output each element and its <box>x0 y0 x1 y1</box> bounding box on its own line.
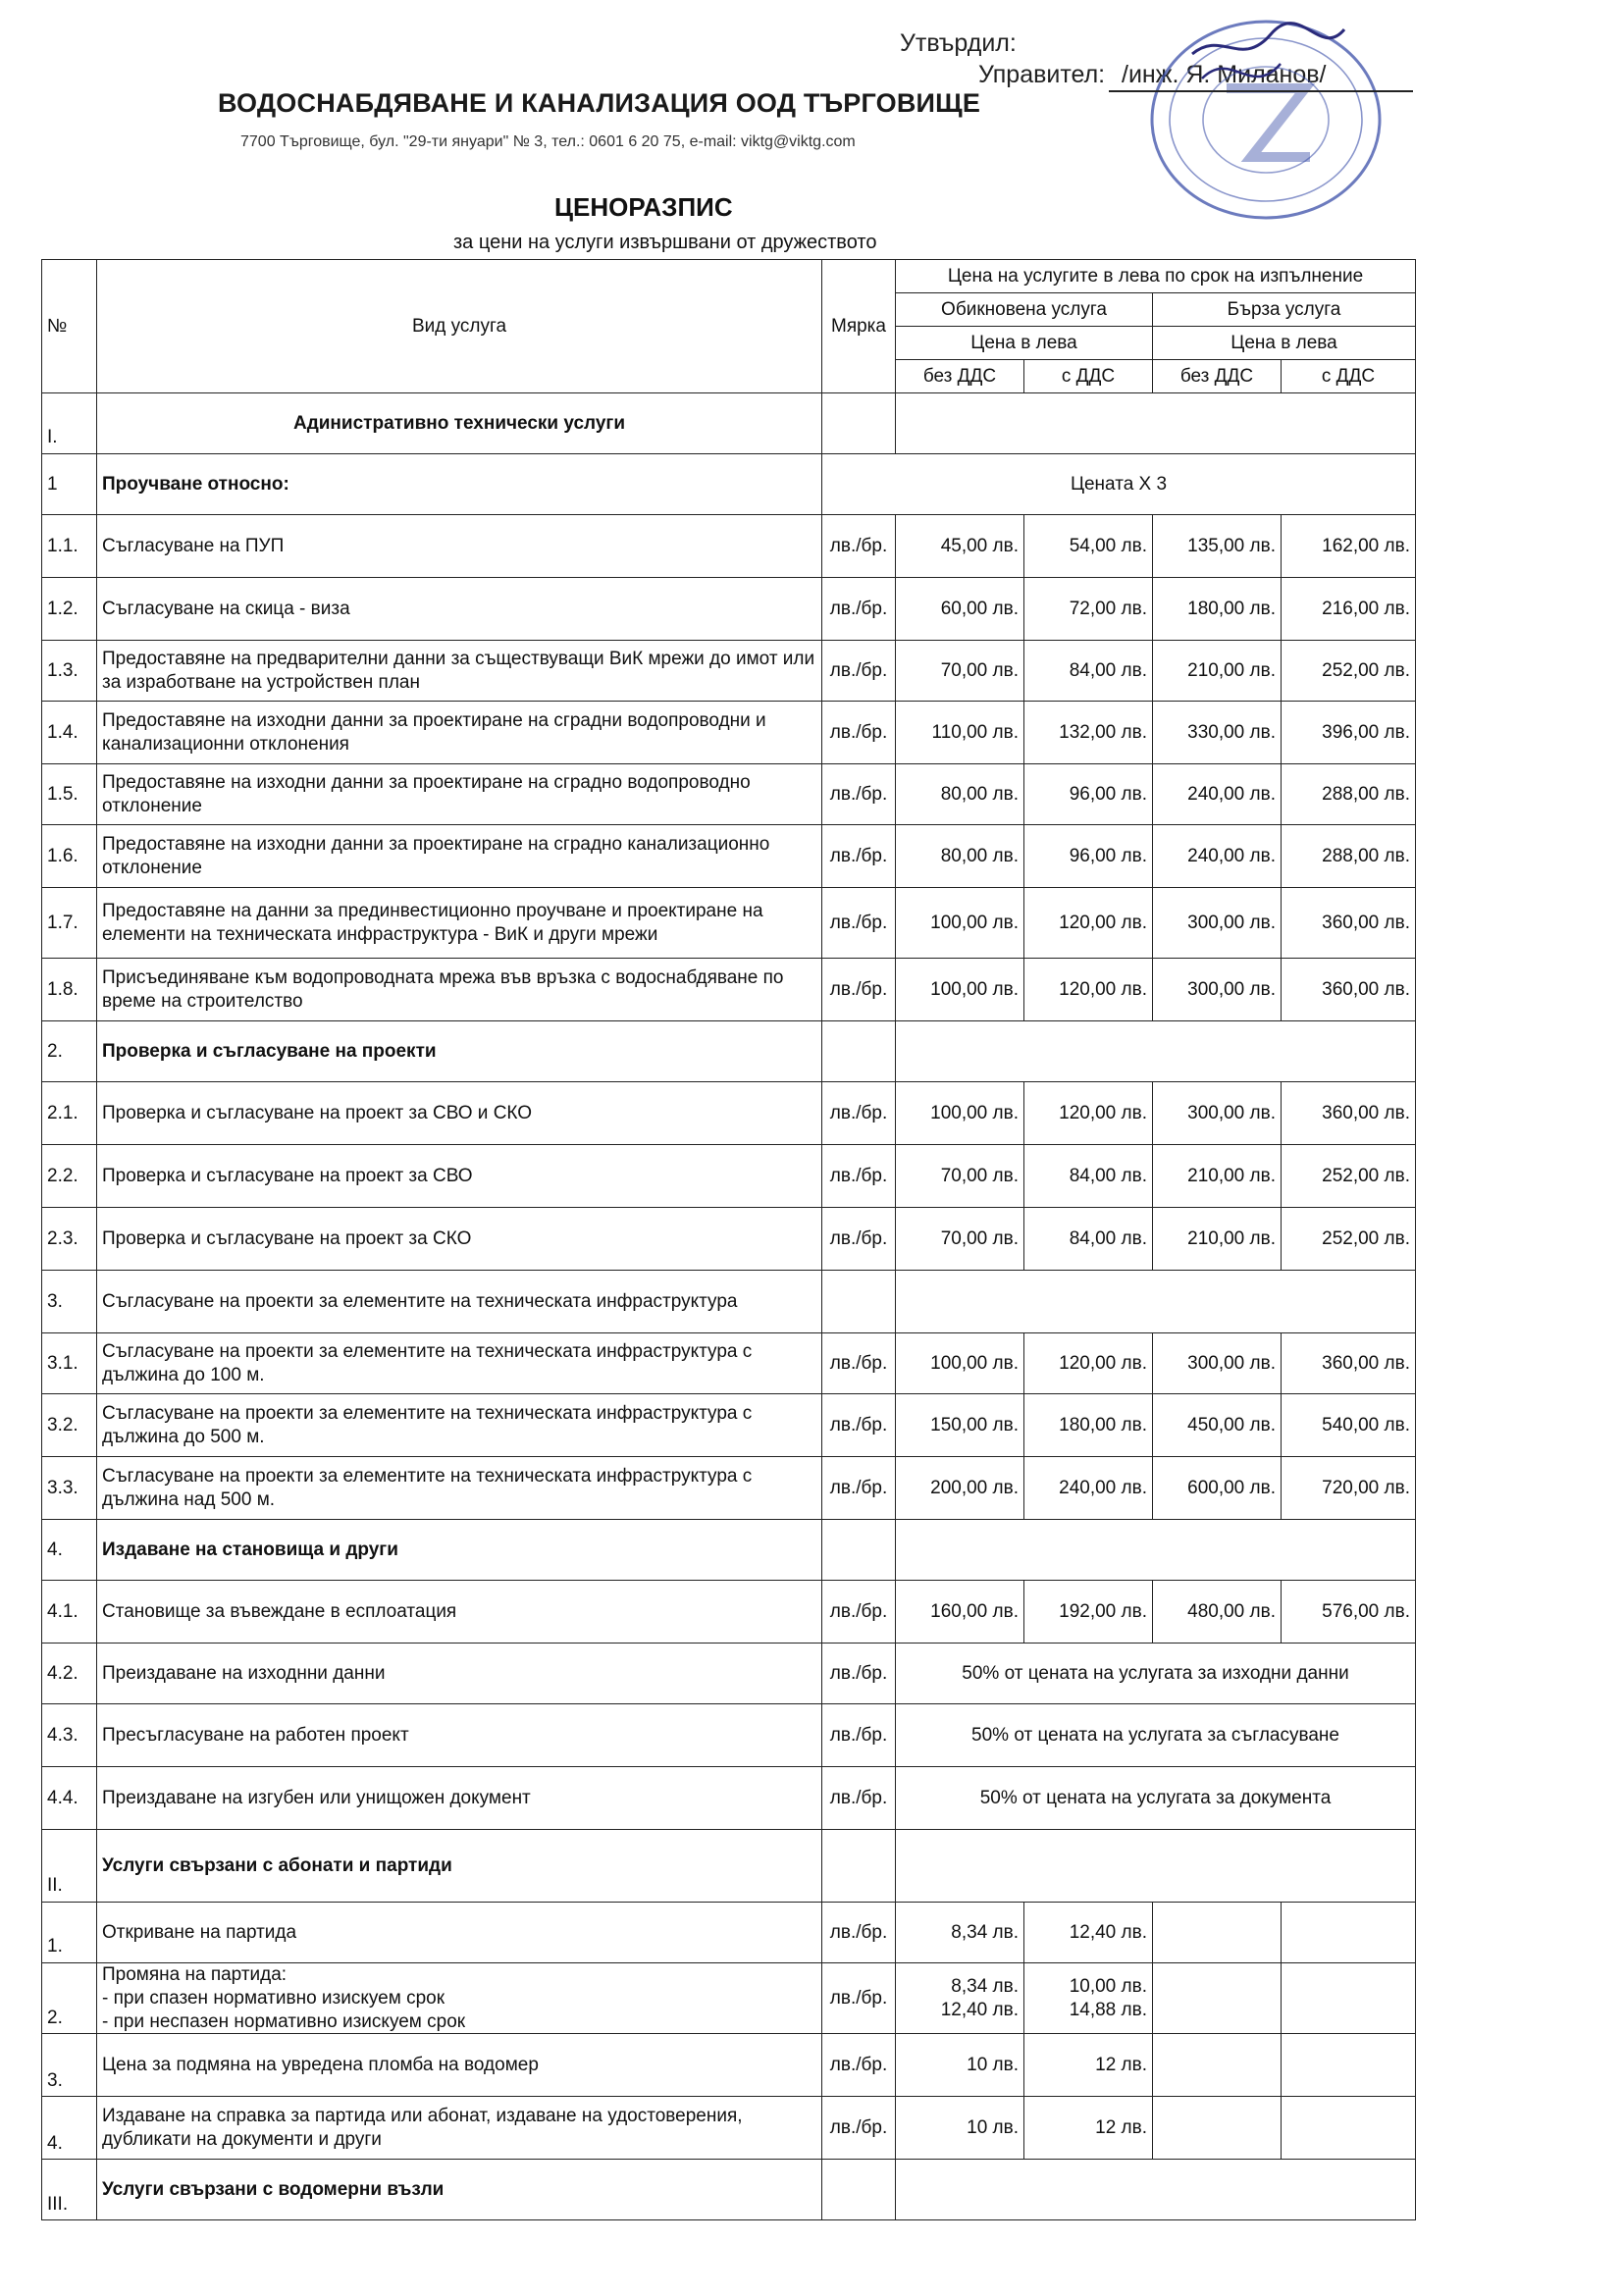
price-normal-no-vat: 70,00 лв. <box>896 1208 1024 1271</box>
company-seal-icon <box>1133 10 1388 226</box>
price-fast-with-vat: 360,00 лв. <box>1282 1333 1416 1394</box>
price-normal-no-vat: 110,00 лв. <box>896 702 1024 764</box>
document-subtitle: за цени на услуги извършвани от дружеството <box>453 232 877 253</box>
service-name: Съгласуване на ПУП <box>97 515 822 578</box>
price-normal-no-vat: 200,00 лв. <box>896 1457 1024 1520</box>
price-normal-with-vat: 54,00 лв. <box>1024 515 1153 578</box>
col-header-service: Вид услуга <box>97 260 822 393</box>
unit-cell-empty <box>822 1830 896 1903</box>
row-number: 4.1. <box>42 1581 97 1644</box>
price-normal-no-vat: 160,00 лв. <box>896 1581 1024 1644</box>
service-name: Съгласуване на проекти за елементите на техническата инфраструктура с дължина над 500 м. <box>97 1457 822 1520</box>
table-row <box>42 1082 1416 1145</box>
col-header-normal-lev: Цена в лева <box>896 327 1153 360</box>
price-normal-no-vat: 8,34 лв. 12,40 лв. <box>896 1963 1024 2034</box>
price-fast-with-vat: 540,00 лв. <box>1282 1394 1416 1457</box>
unit-cell: лв./бр. <box>822 1903 896 1963</box>
table-row <box>42 1394 1416 1457</box>
unit-cell-empty <box>822 2160 896 2220</box>
unit-cell: лв./бр. <box>822 1082 896 1145</box>
unit-cell: лв./бр. <box>822 578 896 641</box>
price-normal-with-vat: 96,00 лв. <box>1024 764 1153 825</box>
table-row <box>42 1767 1416 1830</box>
row-number: 1 <box>42 454 97 515</box>
price-fast-no-vat <box>1153 1903 1282 1963</box>
manager-label: Управител: <box>978 61 1106 88</box>
price-normal-no-vat: 100,00 лв. <box>896 1082 1024 1145</box>
row-number: 3.2. <box>42 1394 97 1457</box>
price-fast-no-vat: 300,00 лв. <box>1153 888 1282 959</box>
col-header-fast: Бърза услуга <box>1153 293 1416 327</box>
row-number: 1.5. <box>42 764 97 825</box>
price-fast-no-vat: 450,00 лв. <box>1153 1394 1282 1457</box>
price-normal-no-vat: 100,00 лв. <box>896 959 1024 1021</box>
unit-cell-empty <box>822 1520 896 1581</box>
row-number: 2.1. <box>42 1082 97 1145</box>
row-number: 1.2. <box>42 578 97 641</box>
unit-cell: лв./бр. <box>822 1457 896 1520</box>
unit-cell: лв./бр. <box>822 1394 896 1457</box>
approved-label: Утвърдил: <box>900 29 1017 57</box>
service-name: Присъединяване към водопроводната мрежа във връзка с водоснабдяване по време на строителство <box>97 959 822 1021</box>
price-normal-no-vat: 70,00 лв. <box>896 1145 1024 1208</box>
unit-cell-empty <box>822 393 896 454</box>
price-normal-with-vat: 120,00 лв. <box>1024 1082 1153 1145</box>
signature-line <box>1109 90 1413 92</box>
col-header-fast-no-vat: без ДДС <box>1153 360 1282 393</box>
table-row <box>42 1021 1416 1082</box>
col-header-normal-no-vat: без ДДС <box>896 360 1024 393</box>
unit-cell: лв./бр. <box>822 1963 896 2034</box>
unit-cell: лв./бр. <box>822 1145 896 1208</box>
price-fast-no-vat: 240,00 лв. <box>1153 825 1282 888</box>
row-number: I. <box>42 393 97 454</box>
price-normal-with-vat: 10,00 лв. 14,88 лв. <box>1024 1963 1153 2034</box>
price-fast-no-vat: 300,00 лв. <box>1153 1082 1282 1145</box>
section-title: Издаване на становища и други <box>97 1520 822 1581</box>
price-normal-no-vat: 70,00 лв. <box>896 641 1024 702</box>
col-header-normal: Обикновена услуга <box>896 293 1153 327</box>
unit-cell: лв./бр. <box>822 1704 896 1767</box>
price-normal-with-vat: 120,00 лв. <box>1024 1333 1153 1394</box>
table-row <box>42 1520 1416 1581</box>
table-row <box>42 1145 1416 1208</box>
price-fast-with-vat: 360,00 лв. <box>1282 1082 1416 1145</box>
price-fast-no-vat: 300,00 лв. <box>1153 1333 1282 1394</box>
price-fast-with-vat: 162,00 лв. <box>1282 515 1416 578</box>
price-fast-with-vat <box>1282 1903 1416 1963</box>
row-number: III. <box>42 2160 97 2220</box>
row-number: 3.3. <box>42 1457 97 1520</box>
price-fast-no-vat: 135,00 лв. <box>1153 515 1282 578</box>
section-title: Проверка и съгласуване на проекти <box>97 1021 822 1082</box>
price-fast-with-vat: 252,00 лв. <box>1282 641 1416 702</box>
price-fast-no-vat <box>1153 2034 1282 2097</box>
table-row <box>42 2097 1416 2160</box>
table-row <box>42 959 1416 1021</box>
service-name: Промяна на партида: - при спазен нормативно изискуем срок - при неспазен нормативно изискуем срок <box>97 1963 822 2034</box>
row-number: 1.3. <box>42 641 97 702</box>
col-header-no: № <box>42 260 97 393</box>
table-row <box>42 1963 1416 2034</box>
price-cell-empty <box>896 1830 1416 1903</box>
table-row <box>42 2034 1416 2097</box>
row-number: 1.8. <box>42 959 97 1021</box>
row-number: 3. <box>42 2034 97 2097</box>
table-row <box>42 888 1416 959</box>
price-normal-no-vat: 8,34 лв. <box>896 1903 1024 1963</box>
price-cell-empty <box>896 393 1416 454</box>
price-normal-no-vat: 80,00 лв. <box>896 764 1024 825</box>
row-number: 4. <box>42 2097 97 2160</box>
service-name: Проверка и съгласуване на проект за СВО и СКО <box>97 1082 822 1145</box>
service-name: Издаване на справка за партида или абонат, издаване на удостоверения, дубликати на документи и други <box>97 2097 822 2160</box>
table-row <box>42 1830 1416 1903</box>
price-normal-with-vat: 120,00 лв. <box>1024 888 1153 959</box>
table-row <box>42 2160 1416 2220</box>
price-normal-with-vat: 120,00 лв. <box>1024 959 1153 1021</box>
price-cell-empty <box>896 1021 1416 1082</box>
price-cell-empty <box>896 2160 1416 2220</box>
section-title: Адинистративно технически услуги <box>97 393 822 454</box>
table-row <box>42 1333 1416 1394</box>
price-fast-with-vat <box>1282 1963 1416 2034</box>
price-fast-no-vat <box>1153 2097 1282 2160</box>
price-fast-with-vat: 360,00 лв. <box>1282 888 1416 959</box>
price-fast-no-vat: 180,00 лв. <box>1153 578 1282 641</box>
unit-cell: лв./бр. <box>822 1208 896 1271</box>
price-normal-with-vat: 96,00 лв. <box>1024 825 1153 888</box>
col-header-price-group: Цена на услугите в лева по срок на изпълнение <box>896 260 1416 293</box>
table-row <box>42 1208 1416 1271</box>
price-fast-no-vat: 210,00 лв. <box>1153 1208 1282 1271</box>
service-name: Съгласуване на скица - виза <box>97 578 822 641</box>
price-fast-with-vat: 360,00 лв. <box>1282 959 1416 1021</box>
table-row <box>42 1271 1416 1333</box>
table-row <box>42 1457 1416 1520</box>
price-normal-no-vat: 100,00 лв. <box>896 888 1024 959</box>
service-name: Предоставяне на предварителни данни за съществуващи ВиК мрежи до имот или за изработване на устройствен план <box>97 641 822 702</box>
row-number: 4. <box>42 1520 97 1581</box>
price-normal-with-vat: 84,00 лв. <box>1024 1208 1153 1271</box>
price-normal-no-vat: 100,00 лв. <box>896 1333 1024 1394</box>
service-name: Съгласуване на проекти за елементите на техническата инфраструктура с дължина до 500 м. <box>97 1394 822 1457</box>
service-name: Предоставяне на изходни данни за проектиране на сградни водопроводни и канализационни отклонения <box>97 702 822 764</box>
table-row <box>42 702 1416 764</box>
price-normal-with-vat: 192,00 лв. <box>1024 1581 1153 1644</box>
price-fast-no-vat: 330,00 лв. <box>1153 702 1282 764</box>
price-fast-no-vat <box>1153 1963 1282 2034</box>
section-title: Услуги свързани с водомерни възли <box>97 2160 822 2220</box>
col-header-unit: Мярка <box>822 260 896 393</box>
unit-cell: лв./бр. <box>822 825 896 888</box>
price-normal-no-vat: 45,00 лв. <box>896 515 1024 578</box>
price-normal-with-vat: 12 лв. <box>1024 2097 1153 2160</box>
price-normal-with-vat: 84,00 лв. <box>1024 641 1153 702</box>
row-number: II. <box>42 1830 97 1903</box>
table-row <box>42 825 1416 888</box>
service-name: Пресъгласуване на работен проект <box>97 1704 822 1767</box>
table-row <box>42 764 1416 825</box>
row-number: 2.2. <box>42 1145 97 1208</box>
row-number: 4.4. <box>42 1767 97 1830</box>
price-note: 50% от цената на услугата за документа <box>896 1767 1416 1830</box>
col-header-normal-with-vat: с ДДС <box>1024 360 1153 393</box>
table-row <box>42 515 1416 578</box>
price-fast-no-vat: 600,00 лв. <box>1153 1457 1282 1520</box>
document-title: ЦЕНОРАЗПИС <box>554 192 733 222</box>
price-normal-with-vat: 240,00 лв. <box>1024 1457 1153 1520</box>
unit-cell: лв./бр. <box>822 764 896 825</box>
price-fast-with-vat: 252,00 лв. <box>1282 1145 1416 1208</box>
unit-cell: лв./бр. <box>822 1581 896 1644</box>
unit-cell: лв./бр. <box>822 888 896 959</box>
price-fast-with-vat: 252,00 лв. <box>1282 1208 1416 1271</box>
row-number: 2. <box>42 1021 97 1082</box>
price-normal-no-vat: 80,00 лв. <box>896 825 1024 888</box>
section-title: Проучване относно: <box>97 454 822 515</box>
service-name: Цена за подмяна на увредена пломба на водомер <box>97 2034 822 2097</box>
unit-cell: лв./бр. <box>822 2097 896 2160</box>
table-row <box>42 1581 1416 1644</box>
table-row <box>42 454 1416 515</box>
service-name: Предоставяне на данни за прединвестиционно проучване и проектиране на елементи на техническата инфраструктура - ВиК и други мрежи <box>97 888 822 959</box>
unit-cell: лв./бр. <box>822 1644 896 1704</box>
row-number: 1.1. <box>42 515 97 578</box>
col-header-fast-lev: Цена в лева <box>1153 327 1416 360</box>
price-normal-with-vat: 12,40 лв. <box>1024 1903 1153 1963</box>
unit-cell: лв./бр. <box>822 2034 896 2097</box>
unit-cell-empty <box>822 1271 896 1333</box>
service-name: Проверка и съгласуване на проект за СКО <box>97 1208 822 1271</box>
price-normal-with-vat: 12 лв. <box>1024 2034 1153 2097</box>
service-name: Становище за въвеждане в есплоатация <box>97 1581 822 1644</box>
service-name: Предоставяне на изходни данни за проектиране на сградно водопроводно отклонение <box>97 764 822 825</box>
price-normal-with-vat: 132,00 лв. <box>1024 702 1153 764</box>
price-fast-no-vat: 480,00 лв. <box>1153 1581 1282 1644</box>
table-row <box>42 641 1416 702</box>
table-row <box>42 1903 1416 1963</box>
service-name: Предоставяне на изходни данни за проектиране на сградно канализационно отклонение <box>97 825 822 888</box>
service-name: Преиздаване на изгубен или унищожен документ <box>97 1767 822 1830</box>
price-fast-no-vat: 240,00 лв. <box>1153 764 1282 825</box>
row-number: 1.7. <box>42 888 97 959</box>
unit-cell: лв./бр. <box>822 515 896 578</box>
service-name: Съгласуване на проекти за елементите на техническата инфраструктура с дължина до 100 м. <box>97 1333 822 1394</box>
price-normal-with-vat: 180,00 лв. <box>1024 1394 1153 1457</box>
row-number: 2.3. <box>42 1208 97 1271</box>
price-normal-with-vat: 84,00 лв. <box>1024 1145 1153 1208</box>
price-fast-with-vat: 576,00 лв. <box>1282 1581 1416 1644</box>
price-normal-no-vat: 10 лв. <box>896 2034 1024 2097</box>
price-fast-with-vat: 288,00 лв. <box>1282 825 1416 888</box>
company-address: 7700 Търговище, бул. "29-ти януари" № 3, тел.: 0601 6 20 75, e-mail: viktg@viktg.com <box>240 133 856 150</box>
row-number: 4.3. <box>42 1704 97 1767</box>
table-row <box>42 393 1416 454</box>
service-name: Проверка и съгласуване на проект за СВО <box>97 1145 822 1208</box>
price-normal-no-vat: 60,00 лв. <box>896 578 1024 641</box>
unit-cell: лв./бр. <box>822 641 896 702</box>
row-number: 3.1. <box>42 1333 97 1394</box>
price-fast-no-vat: 210,00 лв. <box>1153 1145 1282 1208</box>
price-fast-with-vat: 288,00 лв. <box>1282 764 1416 825</box>
price-normal-no-vat: 150,00 лв. <box>896 1394 1024 1457</box>
price-normal-with-vat: 72,00 лв. <box>1024 578 1153 641</box>
price-fast-no-vat: 300,00 лв. <box>1153 959 1282 1021</box>
price-fast-no-vat: 210,00 лв. <box>1153 641 1282 702</box>
price-fast-with-vat <box>1282 2097 1416 2160</box>
unit-cell: лв./бр. <box>822 959 896 1021</box>
section-title: Услуги свързани с абонати и партиди <box>97 1830 822 1903</box>
price-fast-with-vat: 216,00 лв. <box>1282 578 1416 641</box>
price-fast-with-vat: 396,00 лв. <box>1282 702 1416 764</box>
price-fast-with-vat <box>1282 2034 1416 2097</box>
price-normal-no-vat: 10 лв. <box>896 2097 1024 2160</box>
table-row <box>42 1644 1416 1704</box>
row-number: 4.2. <box>42 1644 97 1704</box>
price-note: 50% от цената на услугата за съгласуване <box>896 1704 1416 1767</box>
unit-cell: лв./бр. <box>822 1767 896 1830</box>
row-number: 1.4. <box>42 702 97 764</box>
price-cell-empty <box>896 1520 1416 1581</box>
unit-cell-empty <box>822 1021 896 1082</box>
row-number: 2. <box>42 1963 97 2034</box>
signatory-name: /инж. Я. Миланов/ <box>1122 61 1327 88</box>
table-row <box>42 1704 1416 1767</box>
price-fast-with-vat: 720,00 лв. <box>1282 1457 1416 1520</box>
price-cell-empty <box>896 1271 1416 1333</box>
row-number: 1. <box>42 1903 97 1963</box>
unit-cell: лв./бр. <box>822 702 896 764</box>
section-title: Съгласуване на проекти за елементите на техническата инфраструктура <box>97 1271 822 1333</box>
company-name: ВОДОСНАБДЯВАНЕ И КАНАЛИЗАЦИЯ ООД ТЪРГОВИЩЕ <box>218 88 981 118</box>
service-name: Преиздаване на изходнни данни <box>97 1644 822 1704</box>
service-name: Откриване на партида <box>97 1903 822 1963</box>
table-row <box>42 578 1416 641</box>
col-header-fast-with-vat: с ДДС <box>1282 360 1416 393</box>
unit-cell: лв./бр. <box>822 1333 896 1394</box>
price-note: 50% от цената на услугата за изходни данни <box>896 1644 1416 1704</box>
row-number: 3. <box>42 1271 97 1333</box>
price-note: Цената X 3 <box>822 454 1416 515</box>
price-table <box>41 259 1416 2220</box>
row-number: 1.6. <box>42 825 97 888</box>
